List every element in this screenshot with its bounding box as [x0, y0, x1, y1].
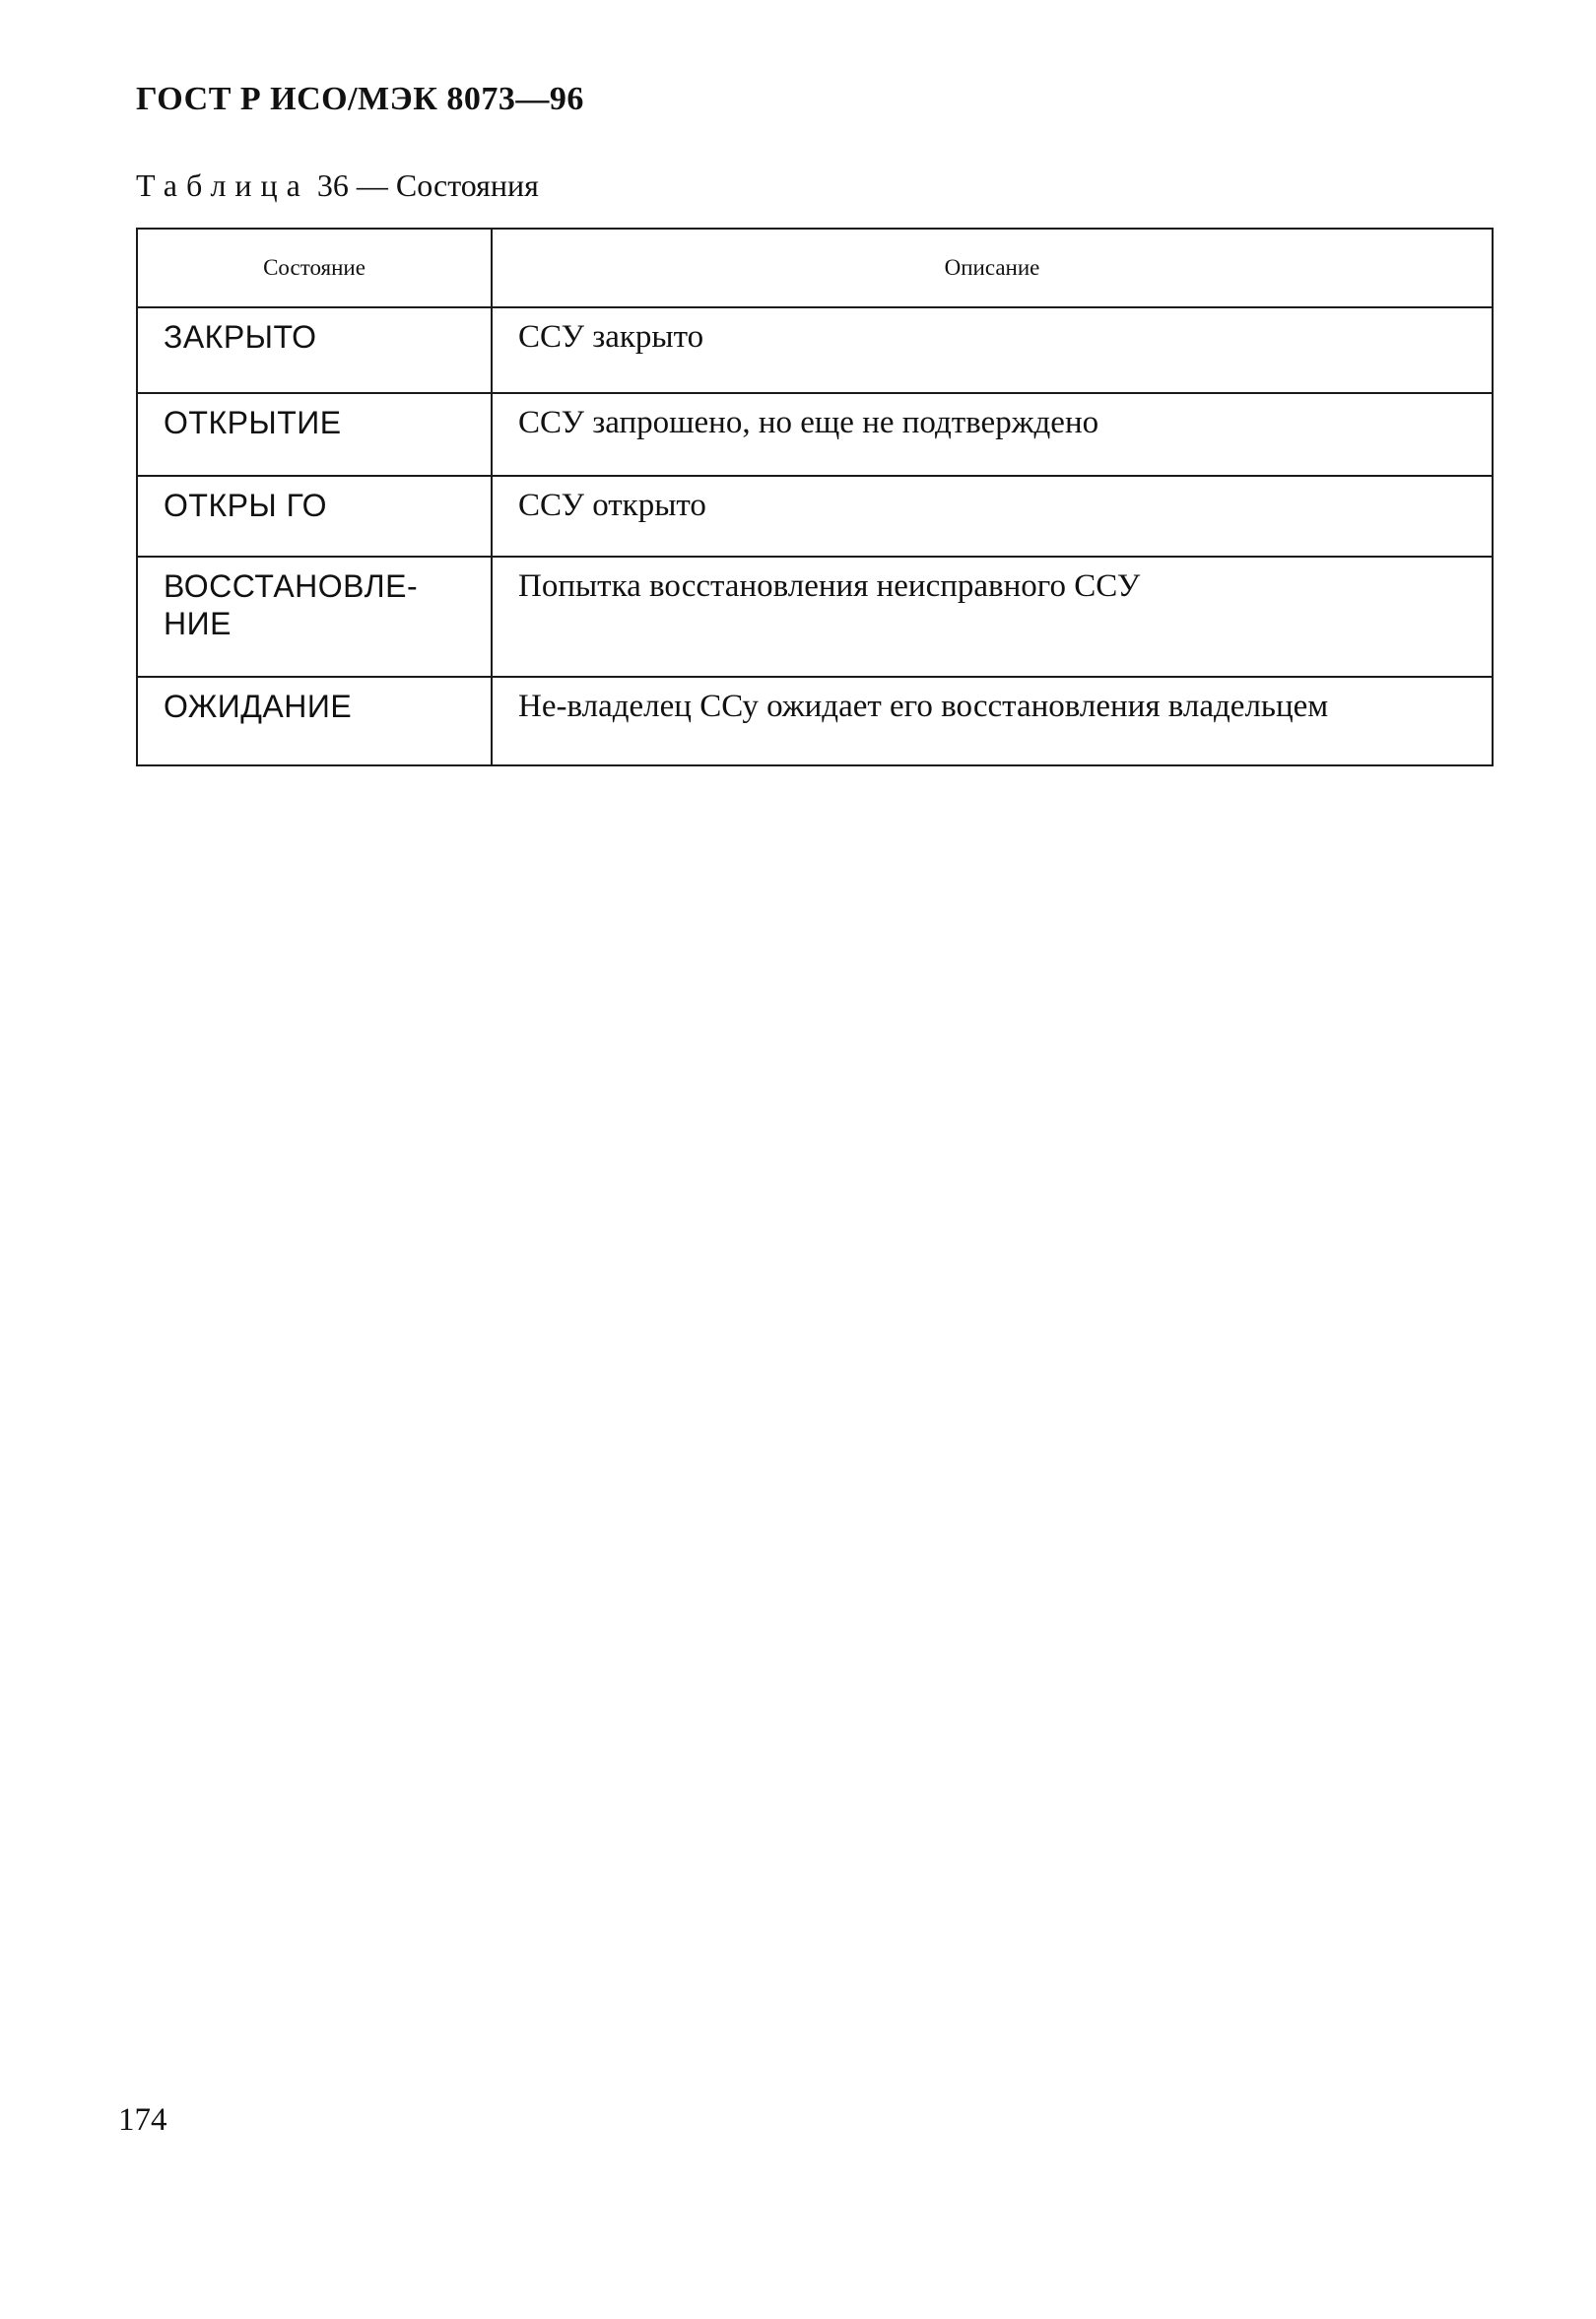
state-cell: ЗАКРЫТО [137, 307, 492, 393]
table-row [137, 307, 1493, 393]
state-cell: ОТКРЫТИЕ [137, 393, 492, 476]
table-caption-label: Таблица [136, 167, 309, 203]
table-caption [136, 167, 539, 204]
column-header-description: Описание [492, 229, 1493, 307]
description-cell: Попытка восстановления неисправного ССУ [492, 557, 1493, 677]
description-cell: Не-владелец ССу ожидает его восстановления владельцем [492, 677, 1493, 765]
state-cell: ОЖИДАНИЕ [137, 677, 492, 765]
table-row [137, 677, 1493, 765]
description-cell: ССУ открыто [492, 476, 1493, 557]
document-header: ГОСТ Р ИСО/МЭК 8073—96 [136, 81, 584, 117]
page-number: 174 [118, 2102, 167, 2138]
table-row [137, 557, 1493, 677]
table-caption-text: 36 — Состояния [316, 167, 539, 203]
description-cell: ССУ запрошено, но еще не подтверждено [492, 393, 1493, 476]
table-header-row [137, 229, 1493, 307]
table-row [137, 476, 1493, 557]
table-row [137, 393, 1493, 476]
state-cell: ВОССТАНОВЛЕ- НИЕ [137, 557, 492, 677]
description-cell: ССУ закрыто [492, 307, 1493, 393]
state-cell: ОТКРЫ ГО [137, 476, 492, 557]
column-header-state: Состояние [137, 229, 492, 307]
states-table [136, 228, 1494, 766]
